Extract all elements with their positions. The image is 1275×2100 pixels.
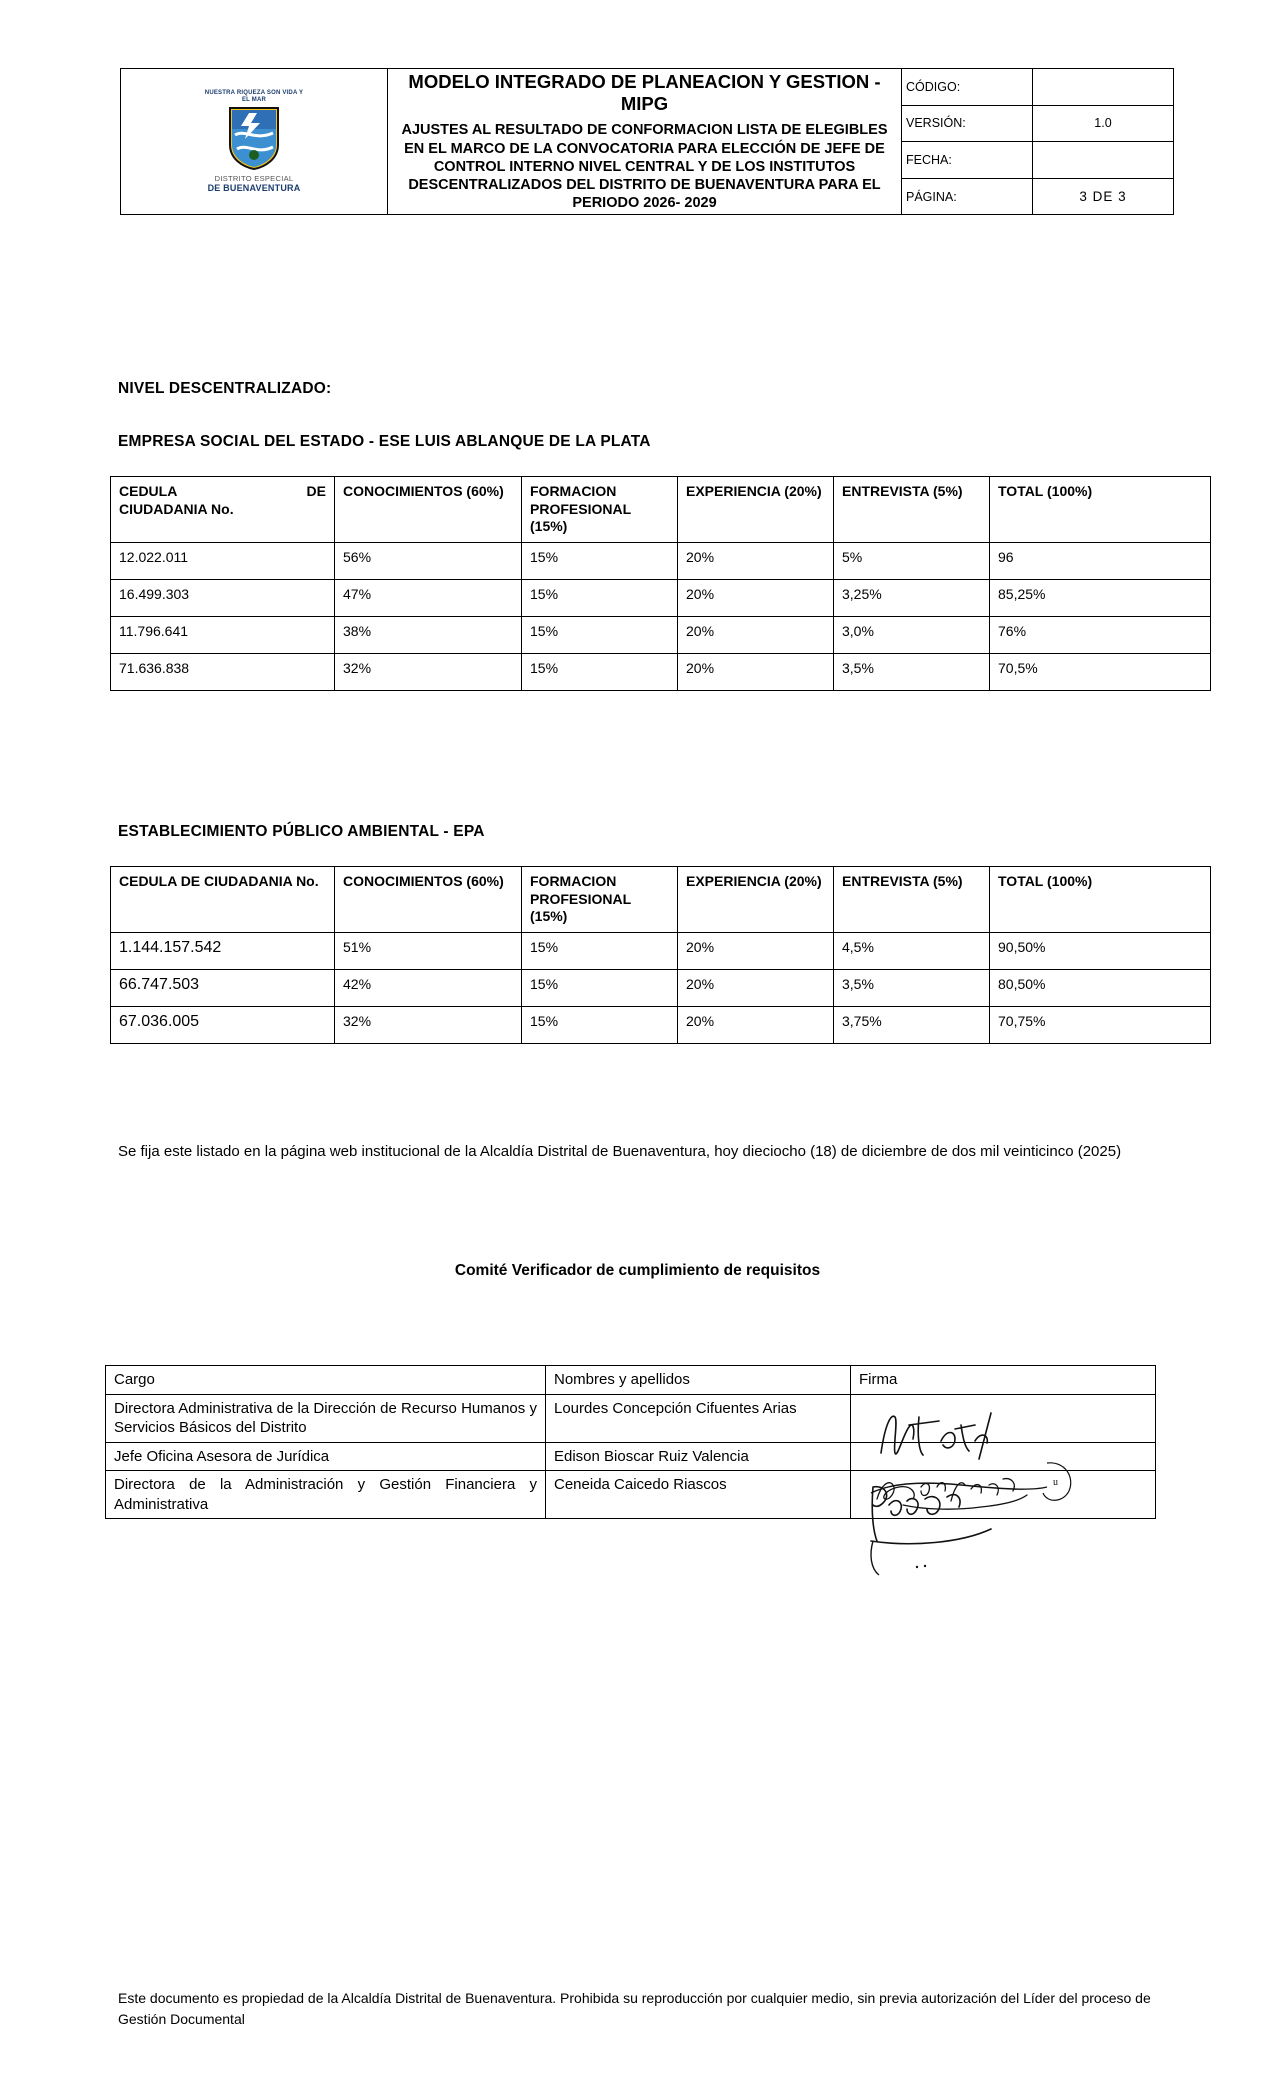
cell-conocimientos: 42% bbox=[335, 969, 522, 1006]
cell-total: 80,50% bbox=[990, 969, 1211, 1006]
document-title: MODELO INTEGRADO DE PLANEACION Y GESTION - MIPG bbox=[408, 71, 881, 115]
column-header-entrevista: ENTREVISTA (5%) bbox=[834, 867, 990, 933]
cell-nombre: Ceneida Caicedo Riascos bbox=[546, 1471, 851, 1519]
cell-cedula: 1.144.157.542 bbox=[111, 932, 335, 969]
column-header-firma: Firma bbox=[851, 1366, 1156, 1395]
column-header-entrevista: ENTREVISTA (5%) bbox=[834, 477, 990, 543]
version-value: 1.0 bbox=[1033, 105, 1174, 142]
table-header-row bbox=[111, 477, 1211, 543]
table-row bbox=[111, 969, 1211, 1006]
cell-experiencia: 20% bbox=[678, 542, 834, 579]
table-row bbox=[111, 653, 1211, 690]
cell-experiencia: 20% bbox=[678, 969, 834, 1006]
cell-formacion: 15% bbox=[522, 932, 678, 969]
cell-firma bbox=[851, 1394, 1156, 1442]
cell-entrevista: 3,75% bbox=[834, 1006, 990, 1043]
heading-nivel-descentralizado: NIVEL DESCENTRALIZADO: bbox=[118, 380, 332, 397]
cell-cedula: 66.747.503 bbox=[111, 969, 335, 1006]
epa-results-table bbox=[110, 866, 1211, 1044]
crest-caption-city: DE BUENAVENTURA bbox=[207, 183, 301, 194]
codigo-label: CÓDIGO: bbox=[902, 69, 1033, 106]
version-label: VERSIÓN: bbox=[902, 105, 1033, 142]
cell-total: 90,50% bbox=[990, 932, 1211, 969]
column-header-conocimientos: CONOCIMIENTOS (60%) bbox=[335, 477, 522, 543]
publication-paragraph: Se fija este listado en la página web institucional de la Alcaldía Distrital de Buenaventura, hoy dieciocho (18) de diciembre de dos mil veinticinco (2025) bbox=[118, 1143, 1122, 1160]
column-header-cedula: CEDULA DE CIUDADANIA No. bbox=[111, 867, 335, 933]
table-row bbox=[111, 616, 1211, 653]
table-header-row bbox=[106, 1366, 1156, 1395]
pagina-label: PÁGINA: bbox=[902, 179, 1033, 215]
column-header-cedula bbox=[111, 477, 335, 543]
cell-conocimientos: 32% bbox=[335, 1006, 522, 1043]
cell-cargo: Directora de la Administración y Gestión Financiera y Administrativa bbox=[106, 1471, 546, 1519]
crest-motto: NUESTRA RIQUEZA SON VIDA Y EL MAR bbox=[204, 89, 304, 103]
cell-cedula: 67.036.005 bbox=[111, 1006, 335, 1043]
cell-firma bbox=[851, 1442, 1156, 1488]
document-footer: Este documento es propiedad de la Alcaldía Distrital de Buenaventura. Prohibida su reproducción por cualquier medio, sin previa autorización del Líder del proceso de Gestión Documental bbox=[118, 1990, 1151, 2027]
cell-cedula: 12.022.011 bbox=[111, 542, 335, 579]
fecha-value bbox=[1033, 142, 1174, 179]
cell-experiencia: 20% bbox=[678, 616, 834, 653]
cell-entrevista: 4,5% bbox=[834, 932, 990, 969]
signature-table bbox=[105, 1365, 1156, 1519]
coat-of-arms bbox=[204, 90, 304, 194]
table-row bbox=[111, 1006, 1211, 1043]
cell-total: 70,75% bbox=[990, 1006, 1211, 1043]
cell-conocimientos: 56% bbox=[335, 542, 522, 579]
column-header-cargo: Cargo bbox=[106, 1366, 546, 1395]
cell-cedula: 71.636.838 bbox=[111, 653, 335, 690]
codigo-value bbox=[1033, 69, 1174, 106]
fecha-label: FECHA: bbox=[902, 142, 1033, 179]
shield-icon bbox=[227, 105, 281, 171]
cell-entrevista: 5% bbox=[834, 542, 990, 579]
cedula-word-1: CEDULA bbox=[119, 483, 178, 499]
cell-formacion: 15% bbox=[522, 969, 678, 1006]
cell-entrevista: 3,5% bbox=[834, 653, 990, 690]
cedula-word-3: CIUDADANIA No. bbox=[119, 500, 234, 517]
table-row bbox=[111, 579, 1211, 616]
cell-cargo: Directora Administrativa de la Dirección de Recurso Humanos y Servicios Básicos del Distrito bbox=[106, 1394, 546, 1442]
column-header-conocimientos: CONOCIMIENTOS (60%) bbox=[335, 867, 522, 933]
committee-title: Comité Verificador de cumplimiento de requisitos bbox=[454, 1262, 821, 1279]
header-title-cell bbox=[388, 69, 902, 215]
heading-epa: ESTABLECIMIENTO PÚBLICO AMBIENTAL - EPA bbox=[118, 823, 485, 840]
cell-cedula: 16.499.303 bbox=[111, 579, 335, 616]
cell-experiencia: 20% bbox=[678, 653, 834, 690]
cedula-word-2: DE bbox=[306, 483, 326, 499]
column-header-formacion: FORMACION PROFESIONAL (15%) bbox=[522, 867, 678, 933]
cell-formacion: 15% bbox=[522, 1006, 678, 1043]
svg-text:u: u bbox=[1053, 1476, 1058, 1488]
cell-formacion: 15% bbox=[522, 579, 678, 616]
cell-total: 96 bbox=[990, 542, 1211, 579]
cell-conocimientos: 51% bbox=[335, 932, 522, 969]
column-header-total: TOTAL (100%) bbox=[990, 867, 1211, 933]
table-row bbox=[106, 1471, 1156, 1519]
cell-formacion: 15% bbox=[522, 616, 678, 653]
cell-experiencia: 20% bbox=[678, 1006, 834, 1043]
table-header-row bbox=[111, 867, 1211, 933]
cell-experiencia: 20% bbox=[678, 579, 834, 616]
crest-caption-district: DISTRITO ESPECIAL bbox=[214, 174, 294, 184]
cell-conocimientos: 32% bbox=[335, 653, 522, 690]
cell-conocimientos: 47% bbox=[335, 579, 522, 616]
cell-formacion: 15% bbox=[522, 542, 678, 579]
cell-formacion: 15% bbox=[522, 653, 678, 690]
column-header-experiencia: EXPERIENCIA (20%) bbox=[678, 477, 834, 543]
column-header-experiencia: EXPERIENCIA (20%) bbox=[678, 867, 834, 933]
ese-results-table bbox=[110, 476, 1211, 691]
header-table bbox=[120, 68, 1174, 215]
column-header-formacion: FORMACION PROFESIONAL (15%) bbox=[522, 477, 678, 543]
cell-entrevista: 3,25% bbox=[834, 579, 990, 616]
document-subtitle: AJUSTES AL RESULTADO DE CONFORMACION LISTA DE ELEGIBLES EN EL MARCO DE LA CONVOCATORIA PARA ELECCIÓN DE JEFE DE CONTROL INTERNO NIVEL CENTRAL Y DE LOS INSTITUTOS DESCENTRALIZADOS DEL DISTRITO DE BUENAVENTURA PARA EL PERIODO 2026- 2029 bbox=[401, 122, 888, 211]
table-row bbox=[106, 1442, 1156, 1471]
logo-cell bbox=[121, 69, 388, 215]
signature-mark bbox=[851, 1471, 1151, 1581]
document-header bbox=[120, 68, 1160, 215]
cell-nombre: Lourdes Concepción Cifuentes Arias bbox=[546, 1394, 851, 1442]
table-row bbox=[106, 1394, 1156, 1442]
pagina-value: 3 DE 3 bbox=[1033, 179, 1174, 215]
cell-firma bbox=[851, 1471, 1156, 1519]
cell-entrevista: 3,0% bbox=[834, 616, 990, 653]
column-header-nombres: Nombres y apellidos bbox=[546, 1366, 851, 1395]
cell-total: 85,25% bbox=[990, 579, 1211, 616]
table-row bbox=[111, 932, 1211, 969]
column-header-total: TOTAL (100%) bbox=[990, 477, 1211, 543]
cell-total: 76% bbox=[990, 616, 1211, 653]
cell-cargo: Jefe Oficina Asesora de Jurídica bbox=[106, 1442, 546, 1471]
cell-cedula: 11.796.641 bbox=[111, 616, 335, 653]
cell-entrevista: 3,5% bbox=[834, 969, 990, 1006]
cell-conocimientos: 38% bbox=[335, 616, 522, 653]
table-row bbox=[111, 542, 1211, 579]
cell-total: 70,5% bbox=[990, 653, 1211, 690]
cell-nombre: Edison Bioscar Ruiz Valencia bbox=[546, 1442, 851, 1471]
cell-experiencia: 20% bbox=[678, 932, 834, 969]
heading-ese: EMPRESA SOCIAL DEL ESTADO - ESE LUIS ABLANQUE DE LA PLATA bbox=[118, 433, 651, 450]
